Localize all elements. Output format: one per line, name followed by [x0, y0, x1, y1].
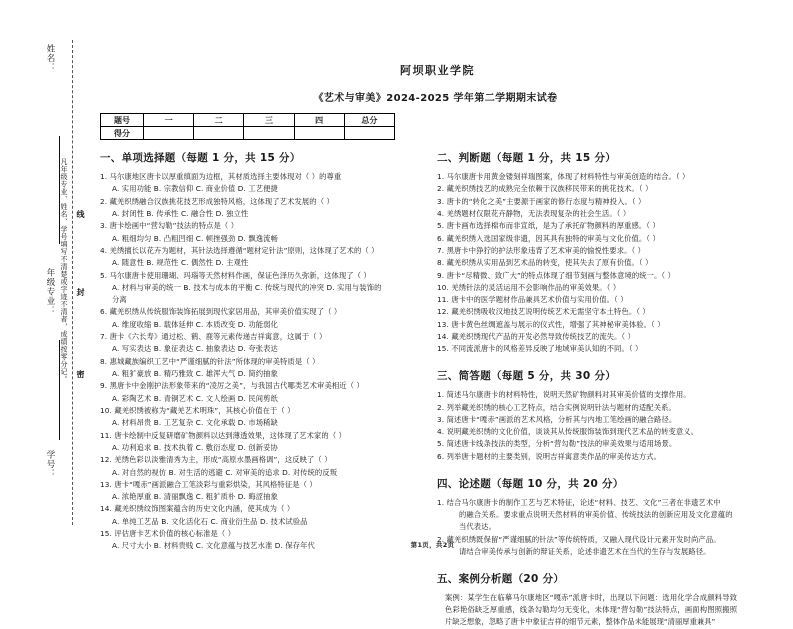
left-column: [100, 150, 414, 629]
tf-question-13: 13. 唐卡黄色丝绸遮盖与展示的仪式性，增强了其神秘审美体验。（ ）: [437, 319, 665, 329]
score-cell-total[interactable]: [344, 127, 394, 140]
table-row: [101, 127, 395, 140]
question-4: 4. 羌绣擅长以花卉为题材，其针法选择遵循“题材定针法”原则，这体现了艺术的（ ）: [100, 245, 379, 255]
score-cell-4[interactable]: [294, 127, 344, 140]
question-7-options: A. 写实表达 B. 象征表达 C. 抽象表达 D. 夸张表达: [112, 344, 278, 354]
sa-question-6: 6. 列举唐卡题材的主要类别，说明吉祥寓意类作品的审美传达方式。: [437, 451, 662, 461]
question-8-options: A. 粗犷豪放 B. 精巧雅致 C. 雄浑大气 D. 简约抽象: [112, 369, 278, 378]
question-12: 12. 羌绣色彩以淡雅清秀为主，形成“高原水墨画格调”，这反映了（ ）: [100, 455, 332, 465]
question-13: 13. 唐卡“嘎赤”画派融合工笔淡彩与重彩烘染，其风格特征是（ ）: [100, 479, 317, 489]
tf-question-2: 2. 藏羌织绣技艺的成熟完全依赖于汉族移民带来的挑花技术。（ ）: [437, 184, 653, 194]
seal-note: 凡年级专业、姓名、学号填写不清楚或字迹不清者，成绩按零分记。: [60, 158, 68, 383]
section-title-essay: 四、论述题（每题 10 分，共 20 分）: [437, 477, 624, 490]
question-5-options: A. 材料与审美的统一 B. 技术与成本的平衡 C. 传统与现代的冲突 D. 实用与装饰的: [112, 282, 382, 292]
tf-question-8: 8. 藏羌织绣从实用品到艺术品的转变，使其失去了原有价值。（ ）: [437, 258, 653, 268]
score-cell-3[interactable]: [244, 127, 294, 140]
essay-question-1-line2: 的融合关系。要求重点说明天然材料的审美价值、传统技法的创新应用及文化意蕴的: [459, 509, 733, 519]
seal-word-mi: 密: [76, 370, 85, 380]
section-title-short-answer: 三、简答题（每题 5 分，共 30 分）: [437, 370, 617, 383]
sa-question-1: 1. 简述马尔康唐卡的材料特性，说明天然矿物颜料对其审美价值的支撑作用。: [437, 390, 691, 400]
tf-question-7: 7. 黑唐卡中狰狞的护法形象违背了艺术审美的愉悦性要求。（ ）: [437, 245, 646, 255]
score-cell-1[interactable]: [144, 127, 194, 140]
question-3-options: A. 粗细均匀 B. 凸粗凹细 C. 顿挫强劲 D. 飘逸流畅: [112, 233, 278, 243]
tf-question-1: 1. 马尔康唐卡用黄金镂刻祥瑞图案，体现了材料特性与审美创造的结合。（ ）: [437, 172, 690, 181]
score-table-col-2: 二: [194, 114, 244, 127]
sa-question-2: 2. 列举藏羌织绣的核心工艺特点，结合实例说明针法与题材的适配关系。: [437, 402, 676, 412]
right-column: [414, 150, 737, 629]
question-9: 9. 黑唐卡中金刚护法形象带来的“凌厉之美”，与我国古代哪类艺术审美相近（ ）: [100, 381, 364, 391]
seal-label-student-id: 学号：: [45, 450, 55, 479]
seal-label-name: 姓名：: [45, 44, 55, 73]
question-6-options: A. 维度收缩 B. 载体延伸 C. 本质改变 D. 功能弱化: [112, 319, 278, 329]
tf-question-11: 11. 唐卡中的医学题材作品兼具艺术价值与实用价值。（ ）: [437, 295, 628, 305]
question-15: 15. 评估唐卡艺术价值的核心标准是（ ）: [100, 529, 236, 539]
question-4-options: A. 随意性 B. 规范性 C. 偶然性 D. 主观性: [112, 258, 249, 268]
score-table-score-label: 得分: [101, 127, 144, 140]
essay-question-1: 1. 结合马尔康唐卡的制作工艺与艺术特征，论述“材料、技艺、文化”三者在非遗艺术中: [437, 497, 721, 507]
score-table-header-label: 题号: [101, 114, 144, 127]
school-name: 阿坝职业学院: [400, 64, 475, 77]
question-15-options: A. 尺寸大小 B. 材料贵贱 C. 文化意蕴与技艺水准 D. 保存年代: [112, 541, 315, 551]
page-header: [100, 62, 765, 104]
question-12-options: A. 对自然的视仿 B. 对生活的逃避 C. 对审美的追求 D. 对传统的反叛: [112, 467, 338, 477]
tf-question-10: 10. 羌绣针法的灵活运用不会影响作品的审美效果。（ ）: [437, 282, 621, 292]
essay-question-2: 2. 藏羌织绣既保留“严谨细腻的针法”等传统特质，又融入现代设计元素开发时尚产品。: [437, 534, 721, 544]
tf-question-6: 6. 藏羌织绣入选国家级非遗，因其具有独特的审美与文化价值。（ ）: [437, 233, 660, 243]
question-2: 2. 藏羌织绣融合汉族挑花技艺形成独特风格，这体现了艺术发展的（ ）: [100, 196, 334, 206]
section-title-multiple-choice: 一、单项选择题（每题 1 分，共 15 分）: [100, 152, 301, 164]
question-8: 8. 惠城藏族编织工艺中“严谨细腻的针法”所体现的审美特质是（ ）: [100, 356, 320, 366]
tf-question-12: 12. 藏羌织绣吸收汉地技艺说明传统艺术无需坚守本土特色。（ ）: [437, 307, 650, 317]
seal-margin: [26, 40, 98, 525]
seal-dashed-line: [72, 40, 73, 525]
essay-question-2-line2: 请结合审美传承与创新的辩证关系，论述非遗艺术在当代的生存与发展路径。: [459, 546, 711, 556]
section-title-case-analysis: 五、案例分析题（20 分）: [437, 572, 565, 585]
question-2-options: A. 封闭性 B. 传承性 C. 融合性 D. 独立性: [112, 208, 249, 218]
question-11: 11. 唐卡绘制中反复研磨矿物颜料以达到薄透效果，这体现了艺术家的（ ）: [100, 430, 347, 440]
score-cell-2[interactable]: [194, 127, 244, 140]
question-6: 6. 藏羌织绣从传统服饰装饰拓展到现代家居用品，其审美价值实现了（ ）: [100, 307, 342, 317]
seal-word-feng: 封: [76, 288, 85, 298]
question-9-options: A. 彩陶艺术 B. 青铜艺术 C. 文人绘画 D. 民间剪纸: [112, 393, 278, 403]
tf-question-15: 15. 不同流派唐卡的风格差异反映了地域审美认知的不同。（ ）: [437, 344, 643, 354]
sa-question-3: 3. 简述唐卡“嘎赤”画派的艺术风格，分析其与内地工笔绘画的融合路径。: [437, 414, 677, 424]
score-table-col-total: 总分: [344, 114, 394, 127]
tf-question-5: 5. 唐卡画布选择棉布而非宣纸，是为了承托矿物颜料的厚重感。（ ）: [437, 221, 660, 231]
table-row: [101, 114, 395, 127]
score-table-col-1: 一: [144, 114, 194, 127]
question-1: 1. 马尔康地区唐卡以厚重缜面为边框，其材质选择主要体现对（ ）的尊重: [100, 172, 342, 181]
sa-question-5: 5. 简述唐卡线条技法的类型，分析“营勾勒”技法的审美效果与适用场景。: [437, 439, 677, 449]
tf-question-14: 14. 藏羌织绣现代产品的开发必然导致传统技艺的流失。（ ）: [437, 332, 636, 342]
sa-question-4: 4. 说明藏羌织绣的文化价值，谈谈其从传统服饰装饰到现代艺术品的转变意义。: [437, 427, 699, 437]
tf-question-4: 4. 羌绣题材仅限花卉静物，无法表现复杂的社会生活。（ ）: [437, 208, 631, 218]
score-table-col-3: 三: [244, 114, 294, 127]
seal-label-grade-major: 年级专业：: [45, 268, 55, 316]
case-analysis-text: 案例：某学生在临摹马尔康地区“嘎赤”派唐卡时，出现以下问题：选用化学合成颜料导致色彩艳俗缺乏厚重感，线条勾勒均匀无变化，未体现“营勾勒”技法特点，画面构图照搬照片缺乏想象，忽略了唐卡中象征吉祥的细节元素，整体作品未能展现“清丽厚重兼具”: [445, 592, 737, 627]
question-10-options: A. 材料昂贵 B. 工艺复杂 C. 文化承载 D. 市场稀缺: [112, 418, 278, 428]
question-3: 3. 唐卡绘画中“营勾勒”技法的特点是（ ）: [100, 221, 239, 231]
score-table-col-4: 四: [294, 114, 344, 127]
exam-page: [100, 40, 765, 627]
seal-word-xian: 线: [76, 210, 85, 220]
page-footer: 第1页，共2页: [410, 541, 455, 549]
content-columns: [100, 150, 765, 629]
question-13-options: A. 浓艳厚重 B. 清丽飘逸 C. 粗犷质朴 D. 晦涩抽象: [112, 492, 278, 502]
question-7: 7. 唐卡《六长寿》通过松、鹤、鹿等元素传递吉祥寓意，这属于（ ）: [100, 332, 327, 342]
score-table: [100, 113, 395, 140]
question-5-options-cont: 分离: [112, 295, 127, 305]
question-11-options: A. 功利追求 B. 技术执着 C. 敷衍态度 D. 创新妥协: [112, 442, 278, 452]
question-1-options: A. 实用功能 B. 宗教信仰 C. 商业价值 D. 工艺便捷: [112, 184, 278, 194]
question-10: 10. 藏羌织绣被称为“藏羌艺术明珠”，其核心价值在于（ ）: [100, 405, 295, 415]
tf-question-3: 3. 唐卡的“转化之美”主要源于画家的修行态度与精神投入。（ ）: [437, 196, 646, 206]
question-14-options: A. 单纯工艺品 B. 文化活化石 C. 商业衍生品 D. 技术试验品: [112, 516, 308, 526]
question-14: 14. 藏羌织绣纹饰图案蕴含的历史文化内涵，使其成为（ ）: [100, 504, 295, 514]
tf-question-9: 9. 唐卡“尽精微、致广大”的特点体现了细节刻画与整体意境的统一。（ ）: [437, 270, 676, 280]
section-title-true-false: 二、判断题（每题 1 分，共 15 分）: [437, 152, 617, 164]
question-5: 5. 马尔康唐卡使用珊瑚、玛瑙等天然材料作画，保证色泽历久弥新，这体现了（ ）: [100, 270, 371, 280]
page-title: 《艺术与审美》2024-2025 学年第二学期期末试卷: [313, 93, 558, 104]
essay-question-1-line3: 当代表达。: [459, 522, 496, 532]
